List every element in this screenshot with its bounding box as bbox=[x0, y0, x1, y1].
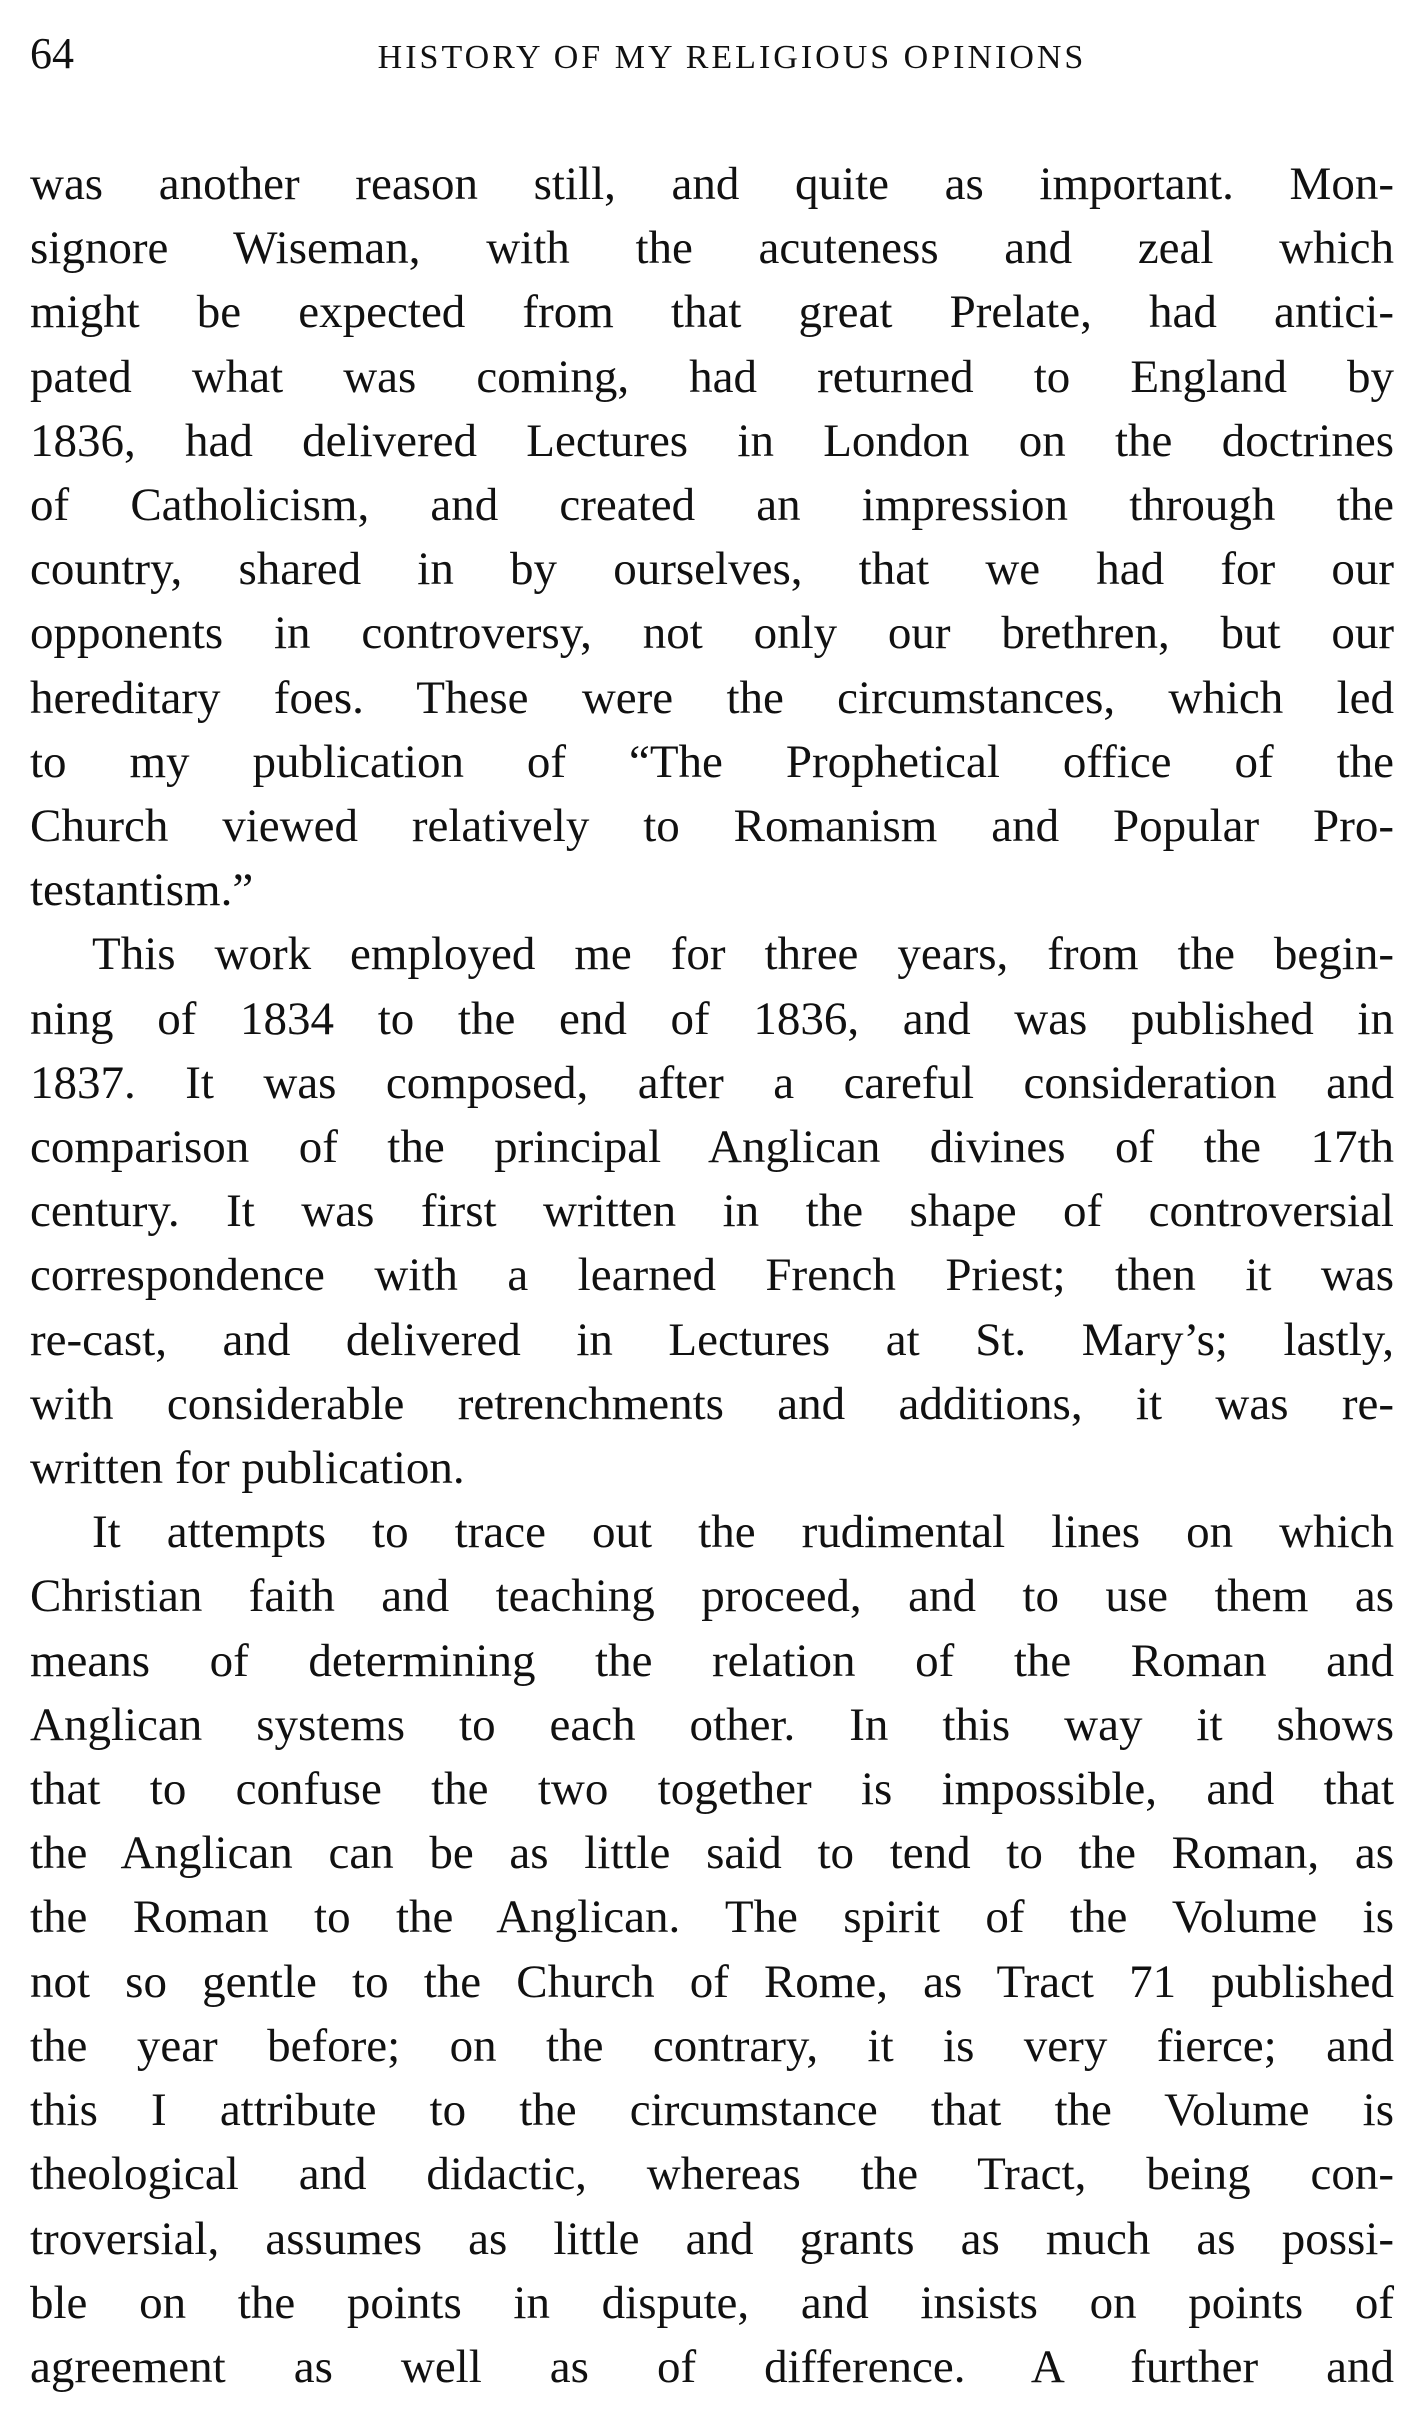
text-line: was another reason still, and quite as important. Mon- bbox=[30, 158, 1394, 210]
text-line: ble on the points in dispute, and insists on points of bbox=[30, 2276, 1394, 2329]
text-line: testantism.” bbox=[30, 864, 254, 917]
text-line: theological and didactic, whereas the Tract, being con- bbox=[30, 2148, 1394, 2201]
paragraph-1 bbox=[30, 152, 1394, 922]
text-line: country, shared in by ourselves, that we had for our bbox=[30, 543, 1394, 596]
text-line: century. It was first written in the shape of controversial bbox=[30, 1185, 1394, 1238]
text-line: signore Wiseman, with the acuteness and zeal which bbox=[30, 222, 1394, 275]
text-line: the year before; on the contrary, it is very fierce; and bbox=[30, 2019, 1394, 2072]
text-line: this I attribute to the circumstance that the Volume is bbox=[30, 2084, 1394, 2137]
text-line: agreement as well as of difference. A further and bbox=[30, 2340, 1394, 2393]
text-line: means of determining the relation of the Roman and bbox=[30, 1634, 1394, 1687]
body-text bbox=[30, 152, 1394, 2399]
text-line: to my publication of “The Prophetical office of the bbox=[30, 735, 1394, 788]
text-line: re-cast, and delivered in Lectures at St. Mary’s; lastly, bbox=[30, 1313, 1394, 1366]
paragraph-3 bbox=[30, 1500, 1394, 2399]
text-line: the Roman to the Anglican. The spirit of the Volume is bbox=[30, 1891, 1394, 1944]
paragraph-2 bbox=[30, 922, 1394, 1500]
text-line: of Catholicism, and created an impression through the bbox=[30, 479, 1394, 532]
text-line: 1837. It was composed, after a careful consideration and bbox=[30, 1056, 1394, 1109]
text-line: troversial, assumes as little and grants as much as possi- bbox=[30, 2212, 1394, 2265]
text-line: not so gentle to the Church of Rome, as Tract 71 published bbox=[30, 1955, 1394, 2008]
page-number: 64 bbox=[30, 29, 74, 78]
text-line: hereditary foes. These were the circumstances, which led bbox=[30, 671, 1394, 724]
text-line: This work employed me for three years, from the begin- bbox=[92, 928, 1394, 981]
text-line: Christian faith and teaching proceed, and to use them as bbox=[30, 1570, 1394, 1623]
text-line: 1836, had delivered Lectures in London on the doctrines bbox=[30, 414, 1394, 467]
text-line: pated what was coming, had returned to England by bbox=[30, 350, 1394, 403]
text-line: It attempts to trace out the rudimental lines on which bbox=[92, 1506, 1394, 1559]
text-line: the Anglican can be as little said to tend to the Roman, as bbox=[30, 1827, 1394, 1880]
text-line: opponents in controversy, not only our brethren, but our bbox=[30, 607, 1394, 660]
text-line: written for publication. bbox=[30, 1442, 465, 1495]
text-line: might be expected from that great Prelate, had antici- bbox=[30, 286, 1394, 339]
text-line: comparison of the principal Anglican divines of the 17th bbox=[30, 1121, 1394, 1174]
text-line: ning of 1834 to the end of 1836, and was published in bbox=[30, 992, 1394, 1045]
text-line: that to confuse the two together is impossible, and that bbox=[30, 1763, 1394, 1816]
text-line: correspondence with a learned French Priest; then it was bbox=[30, 1249, 1394, 1302]
running-head bbox=[30, 24, 1394, 92]
text-line: Church viewed relatively to Romanism and Popular Pro- bbox=[30, 800, 1394, 853]
text-line: Anglican systems to each other. In this way it shows bbox=[30, 1698, 1394, 1751]
text-line: with considerable retrenchments and additions, it was re- bbox=[30, 1377, 1394, 1430]
running-title: HISTORY OF MY RELIGIOUS OPINIONS bbox=[377, 39, 1087, 76]
